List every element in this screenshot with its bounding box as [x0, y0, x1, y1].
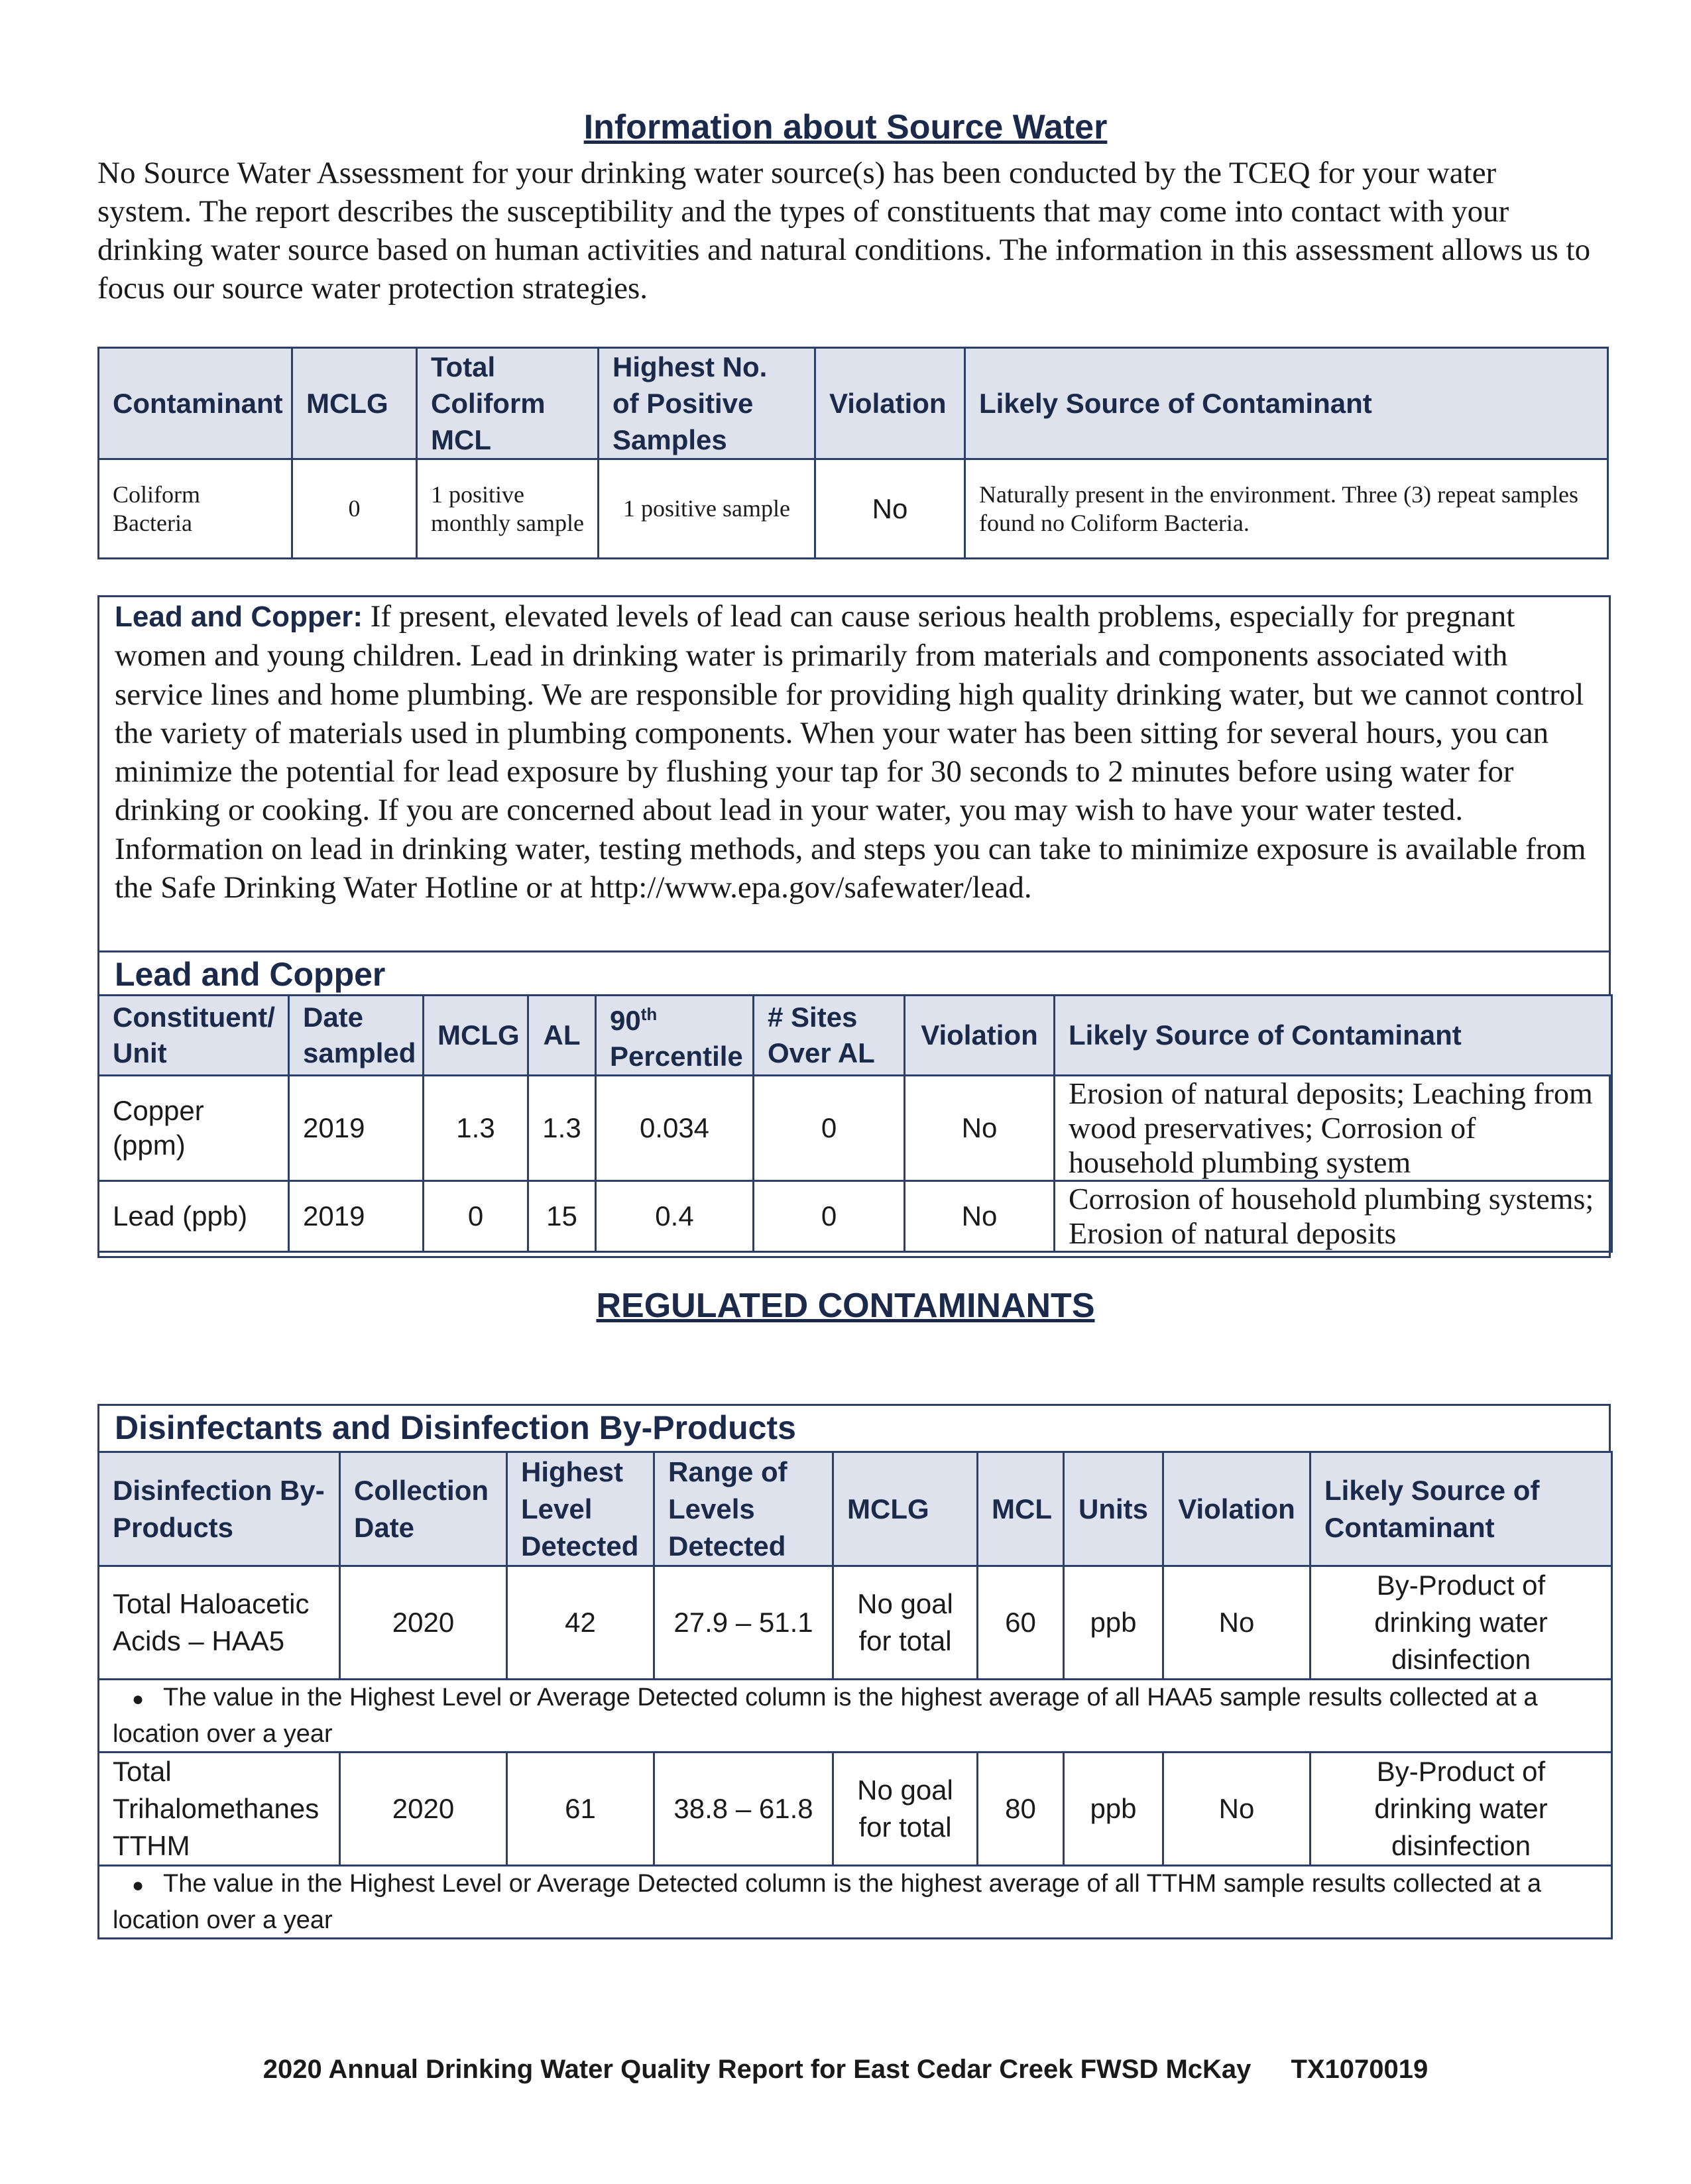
cell-contaminant: Coliform Bacteria — [99, 459, 292, 559]
cell-highest: 1 positive sample — [599, 459, 815, 559]
header-mcl: MCL — [978, 1452, 1064, 1566]
cell-mcl: 60 — [978, 1566, 1064, 1680]
disinfection-table-title: Disinfectants and Disinfection By-Products — [115, 1409, 796, 1446]
table-row — [99, 1753, 1612, 1866]
regulated-contaminants-heading: REGULATED CONTAMINANTS — [596, 1287, 1095, 1325]
header-likely-source: Likely Source of Contaminant — [965, 348, 1608, 459]
table-note — [99, 1866, 1612, 1939]
header-sites-over-al: # Sites Over AL — [754, 996, 905, 1076]
cell-units: ppb — [1064, 1566, 1163, 1680]
table-note-row — [99, 1680, 1612, 1753]
cell-units: ppb — [1064, 1753, 1163, 1866]
cell-percentile: 0.034 — [596, 1076, 754, 1181]
table-row — [99, 459, 1608, 559]
cell-date: 2020 — [340, 1753, 507, 1866]
cell-date: 2019 — [289, 1076, 424, 1181]
cell-mclg: 0 — [424, 1181, 528, 1252]
divider — [99, 950, 1609, 952]
lead-copper-text: If present, elevated levels of lead can cause serious health problems, especially for pregnant women and young children. Lead in drinking water is primarily from materials and components associated with service lines and home plumbing. We are responsible for providing high quality drinking water, but we cannot control the variety of materials used in plumbing components. When your water has been sitting for several hours, you can minimize the potential for lead exposure by flushing your tap for 30 seconds to 2 minutes before using water for drinking or cooking. If you are concerned about lead in your water, you may wish to have your water tested. Information on lead in drinking water, testing methods, and steps you can take to minimize exposure is available from the Safe Drinking Water Hotline or at http://www.epa.gov/safewater/lead. — [115, 599, 1586, 905]
cell-violation: No — [905, 1076, 1055, 1181]
disinfection-section-header — [97, 1404, 1611, 1452]
cell-mclg: 0 — [292, 459, 417, 559]
header-disinfection-by-products: Disinfection By-Products — [99, 1452, 340, 1566]
header-violation: Violation — [1163, 1452, 1311, 1566]
coliform-header-row — [99, 348, 1608, 459]
cell-likely-source: Naturally present in the environment. Three (3) repeat samples found no Coliform Bacteria. — [965, 459, 1608, 559]
cell-range: 38.8 – 61.8 — [654, 1753, 833, 1866]
percentile-number: 90 — [610, 1005, 641, 1036]
cell-mclg: No goal for total — [833, 1566, 978, 1680]
cell-constituent: Lead (ppb) — [99, 1181, 289, 1252]
lead-copper-label: Lead and Copper: — [115, 601, 363, 633]
note-text: The value in the Highest Level or Average Detected column is the highest average of all HAA5 sample results collected at a location over a year — [113, 1684, 1538, 1748]
disinfection-byproducts-table — [97, 1451, 1613, 1939]
bullet-icon: ● — [131, 1688, 145, 1710]
table-note-row — [99, 1866, 1612, 1939]
lead-copper-paragraph — [115, 597, 1600, 907]
table-row — [99, 1076, 1612, 1181]
cell-mcl: 1 positive monthly sample — [417, 459, 599, 559]
cell-al: 1.3 — [528, 1076, 596, 1181]
cell-percentile: 0.4 — [596, 1181, 754, 1252]
cell-mcl: 80 — [978, 1753, 1064, 1866]
lead-copper-table — [97, 994, 1613, 1253]
cell-date: 2020 — [340, 1566, 507, 1680]
cell-sites: 0 — [754, 1076, 905, 1181]
header-al: AL — [528, 996, 596, 1076]
cell-al: 15 — [528, 1181, 596, 1252]
cell-likely-source: By-Product of drinking water disinfection — [1311, 1566, 1612, 1680]
cell-likely-source: By-Product of drinking water disinfection — [1311, 1753, 1612, 1866]
cell-range: 27.9 – 51.1 — [654, 1566, 833, 1680]
page-footer — [0, 2055, 1691, 2085]
cell-name: Total Haloacetic Acids – HAA5 — [99, 1566, 340, 1680]
header-collection-date: Collection Date — [340, 1452, 507, 1566]
header-units: Units — [1064, 1452, 1163, 1566]
cell-mclg: 1.3 — [424, 1076, 528, 1181]
header-contaminant: Contaminant — [99, 348, 292, 459]
header-mclg: MCLG — [292, 348, 417, 459]
cell-highest: 42 — [507, 1566, 654, 1680]
cell-name: Total Trihalomethanes TTHM — [99, 1753, 340, 1866]
bullet-icon: ● — [131, 1874, 145, 1896]
header-date-sampled: Date sampled — [289, 996, 424, 1076]
lead-header-row — [99, 996, 1612, 1076]
percentile-word: Percentile — [610, 1041, 743, 1072]
cell-constituent: Copper (ppm) — [99, 1076, 289, 1181]
footer-system-id: TX1070019 — [1291, 2055, 1429, 2084]
header-90th-percentile — [596, 996, 754, 1076]
cell-violation: No — [1163, 1566, 1311, 1680]
header-violation: Violation — [905, 996, 1055, 1076]
header-highest-level: Highest Level Detected — [507, 1452, 654, 1566]
cell-violation: No — [1163, 1753, 1311, 1866]
page-title: Information about Source Water — [583, 108, 1108, 146]
lead-copper-table-title: Lead and Copper — [115, 956, 386, 993]
coliform-table — [97, 347, 1609, 559]
cell-violation: No — [905, 1181, 1055, 1252]
footer-title: 2020 Annual Drinking Water Quality Report for East Cedar Creek FWSD McKay — [262, 2055, 1252, 2084]
note-text: The value in the Highest Level or Average Detected column is the highest average of all TTHM sample results collected at a location over a year — [113, 1870, 1542, 1934]
dbp-header-row — [99, 1452, 1612, 1566]
header-constituent: Constituent/ Unit — [99, 996, 289, 1076]
header-mclg: MCLG — [424, 996, 528, 1076]
table-note — [99, 1680, 1612, 1753]
cell-violation: No — [815, 459, 965, 559]
header-likely-source: Likely Source of Contaminant — [1055, 996, 1612, 1076]
table-row — [99, 1566, 1612, 1680]
header-highest-positive-samples: Highest No. of Positive Samples — [599, 348, 815, 459]
table-row — [99, 1181, 1612, 1252]
cell-sites: 0 — [754, 1181, 905, 1252]
header-likely-source: Likely Source of Contaminant — [1311, 1452, 1612, 1566]
header-total-coliform-mcl: Total Coliform MCL — [417, 348, 599, 459]
header-violation: Violation — [815, 348, 965, 459]
header-range-of-levels: Range of Levels Detected — [654, 1452, 833, 1566]
cell-likely-source: Erosion of natural deposits; Leaching from wood preservatives; Corrosion of household plumbing system — [1055, 1076, 1612, 1181]
percentile-suffix: th — [640, 1004, 658, 1024]
cell-likely-source: Corrosion of household plumbing systems; Erosion of natural deposits — [1055, 1181, 1612, 1252]
cell-highest: 61 — [507, 1753, 654, 1866]
cell-mclg: No goal for total — [833, 1753, 978, 1866]
header-mclg: MCLG — [833, 1452, 978, 1566]
cell-date: 2019 — [289, 1181, 424, 1252]
source-water-paragraph: No Source Water Assessment for your drinking water source(s) has been conducted by the TCEQ for your water system. The report describes the susceptibility and the types of constituents that may come into contact with your drinking water source based on human activities and natural conditions. The information in this assessment allows us to focus our source water protection strategies. — [97, 156, 1591, 306]
